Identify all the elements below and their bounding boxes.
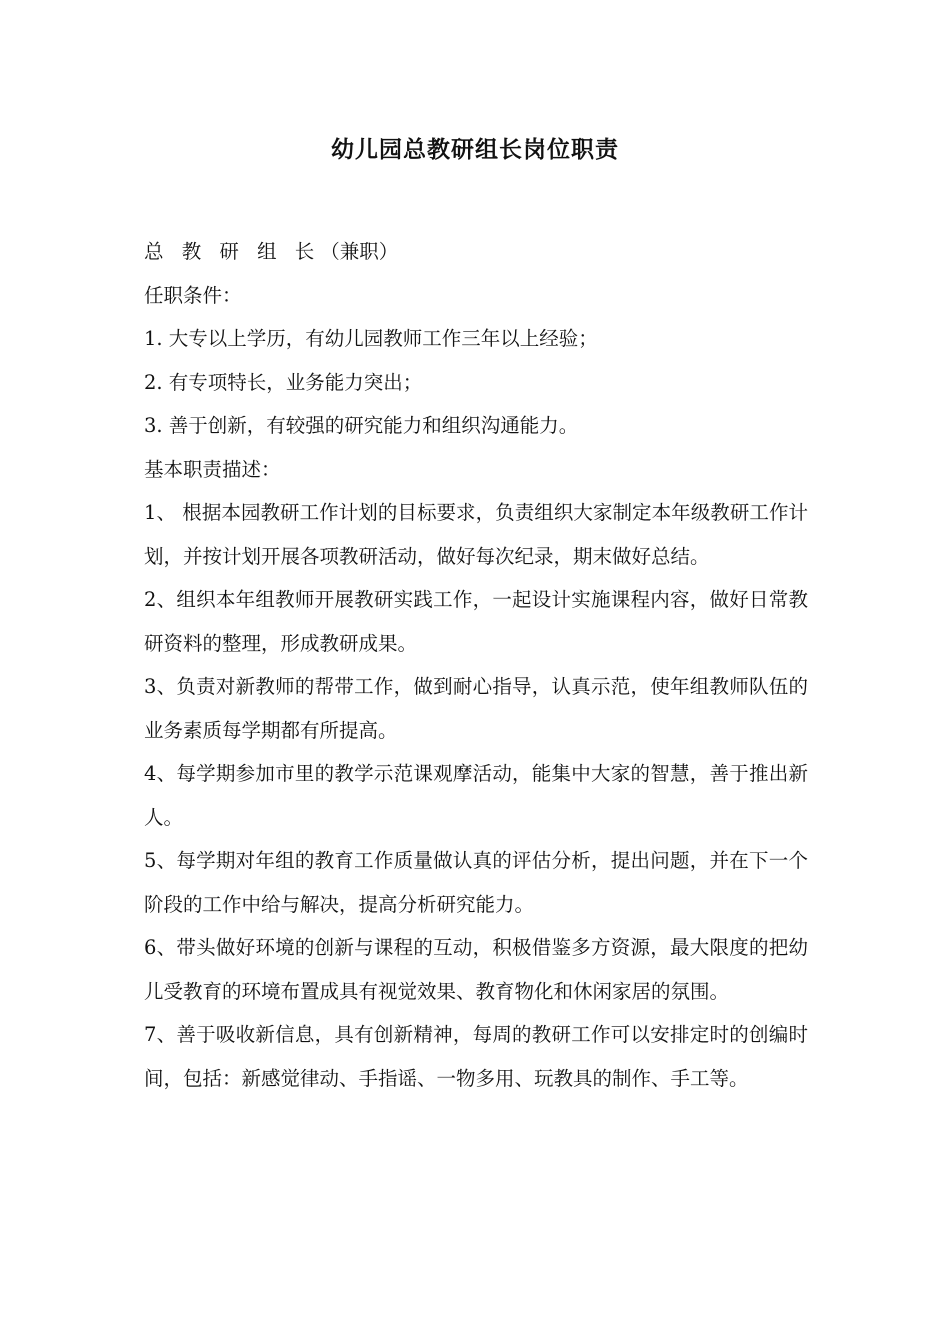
role-note: （兼职） bbox=[320, 240, 399, 263]
document-body bbox=[144, 230, 808, 1100]
role-name: 总 教 研 组 长 bbox=[144, 240, 321, 263]
duty-item: 5、每学期对年组的教育工作质量做认真的评估分析，提出问题，并在下一个阶段的工作中给与解决，提高分析研究能力。 bbox=[144, 849, 808, 916]
role-line bbox=[144, 230, 808, 274]
duty-item: 4、每学期参加市里的教学示范课观摩活动，能集中大家的智慧，善于推出新人。 bbox=[144, 762, 808, 829]
duty-item: 6、带头做好环境的创新与课程的互动，积极借鉴多方资源，最大限度的把幼儿受教育的环境布置成具有视觉效果、教育物化和休闲家居的氛围。 bbox=[144, 936, 808, 1003]
qualification-item: 3. 善于创新，有较强的研究能力和组织沟通能力。 bbox=[144, 414, 579, 437]
duty-item: 3、负责对新教师的帮带工作，做到耐心指导，认真示范，使年组教师队伍的业务素质每学期都有所提高。 bbox=[144, 675, 808, 742]
qualification-item: 2. 有专项特长，业务能力突出； bbox=[144, 370, 423, 394]
qualifications-heading: 任职条件： bbox=[144, 283, 242, 307]
duty-item: 7、善于吸收新信息，具有创新精神，每周的教研工作可以安排定时的创编时间，包括：新感觉律动、手指谣、一物多用、玩教具的制作、手工等。 bbox=[144, 1023, 808, 1090]
duty-item: 2、组织本年组教师开展教研实践工作，一起设计实施课程内容，做好日常教研资料的整理，形成教研成果。 bbox=[144, 588, 808, 655]
document-title: 幼儿园总教研组长岗位职责 bbox=[331, 136, 619, 163]
duty-item: 1、 根据本园教研工作计划的目标要求，负责组织大家制定本年级教研工作计划，并按计划开展各项教研活动，做好每次纪录，期末做好总结。 bbox=[144, 501, 808, 568]
qualification-item: 1. 大专以上学历，有幼儿园教师工作三年以上经验； bbox=[144, 327, 598, 350]
duties-heading: 基本职责描述： bbox=[144, 457, 281, 481]
